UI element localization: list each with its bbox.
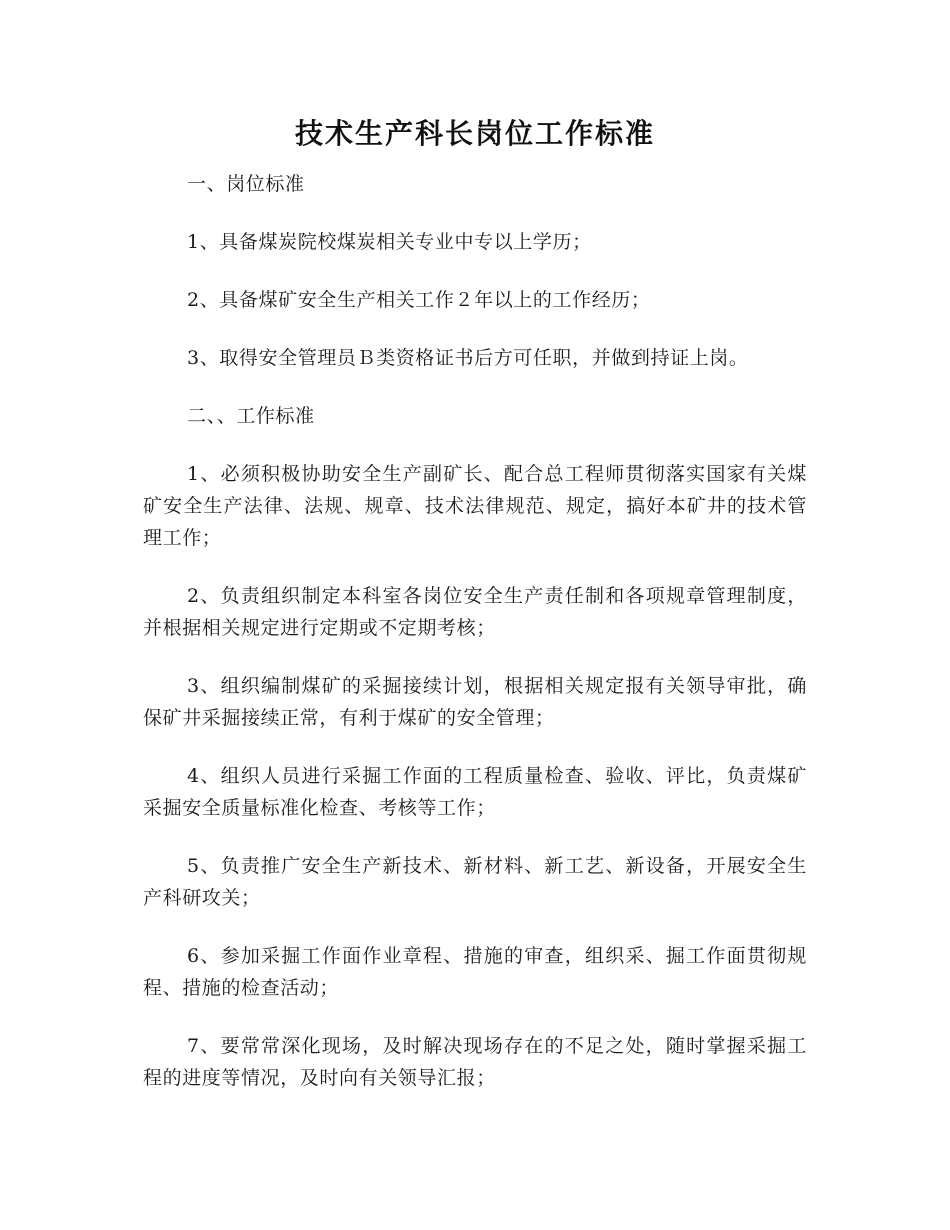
section-heading: 二、、工作标准 <box>187 405 315 427</box>
paragraph: 2、负责组织制定本科室各岗位安全生产责任制和各项规章管理制度，并根据相关规定进行定期或不定期考核； <box>143 585 807 639</box>
paragraph: 3、组织编制煤矿的采掘接续计划，根据相关规定报有关领导审批，确保矿井采掘接续正常，有利于煤矿的安全管理； <box>143 675 807 729</box>
paragraph: 1、具备煤炭院校煤炭相关专业中专以上学历； <box>187 231 592 253</box>
document-body <box>143 168 807 1120</box>
section-heading: 一、岗位标准 <box>187 173 305 195</box>
paragraph: 2、具备煤矿安全生产相关工作２年以上的工作经历； <box>187 289 651 311</box>
paragraph: 5、负责推广安全生产新技术、新材料、新工艺、新设备，开展安全生产科研攻关； <box>143 855 807 909</box>
paragraph: 1、必须积极协助安全生产副矿长、配合总工程师贯彻落实国家有关煤矿安全生产法律、法规、规章、技术法律规范、规定，搞好本矿井的技术管理工作； <box>143 463 807 549</box>
document-title: 技术生产科长岗位工作标准 <box>294 117 655 150</box>
paragraph: 6、参加采掘工作面作业章程、措施的审查，组织采、掘工作面贯彻规程、措施的检查活动； <box>143 945 807 999</box>
paragraph: 4、组织人员进行采掘工作面的工程质量检查、验收、评比，负责煤矿采掘安全质量标准化检查、考核等工作； <box>143 765 807 819</box>
paragraph: 3、取得安全管理员Ｂ类资格证书后方可任职，并做到持证上岗。 <box>187 347 749 369</box>
paragraph: 7、要常常深化现场，及时解决现场存在的不足之处，随时掌握采掘工程的进度等情况，及时向有关领导汇报； <box>143 1035 807 1089</box>
